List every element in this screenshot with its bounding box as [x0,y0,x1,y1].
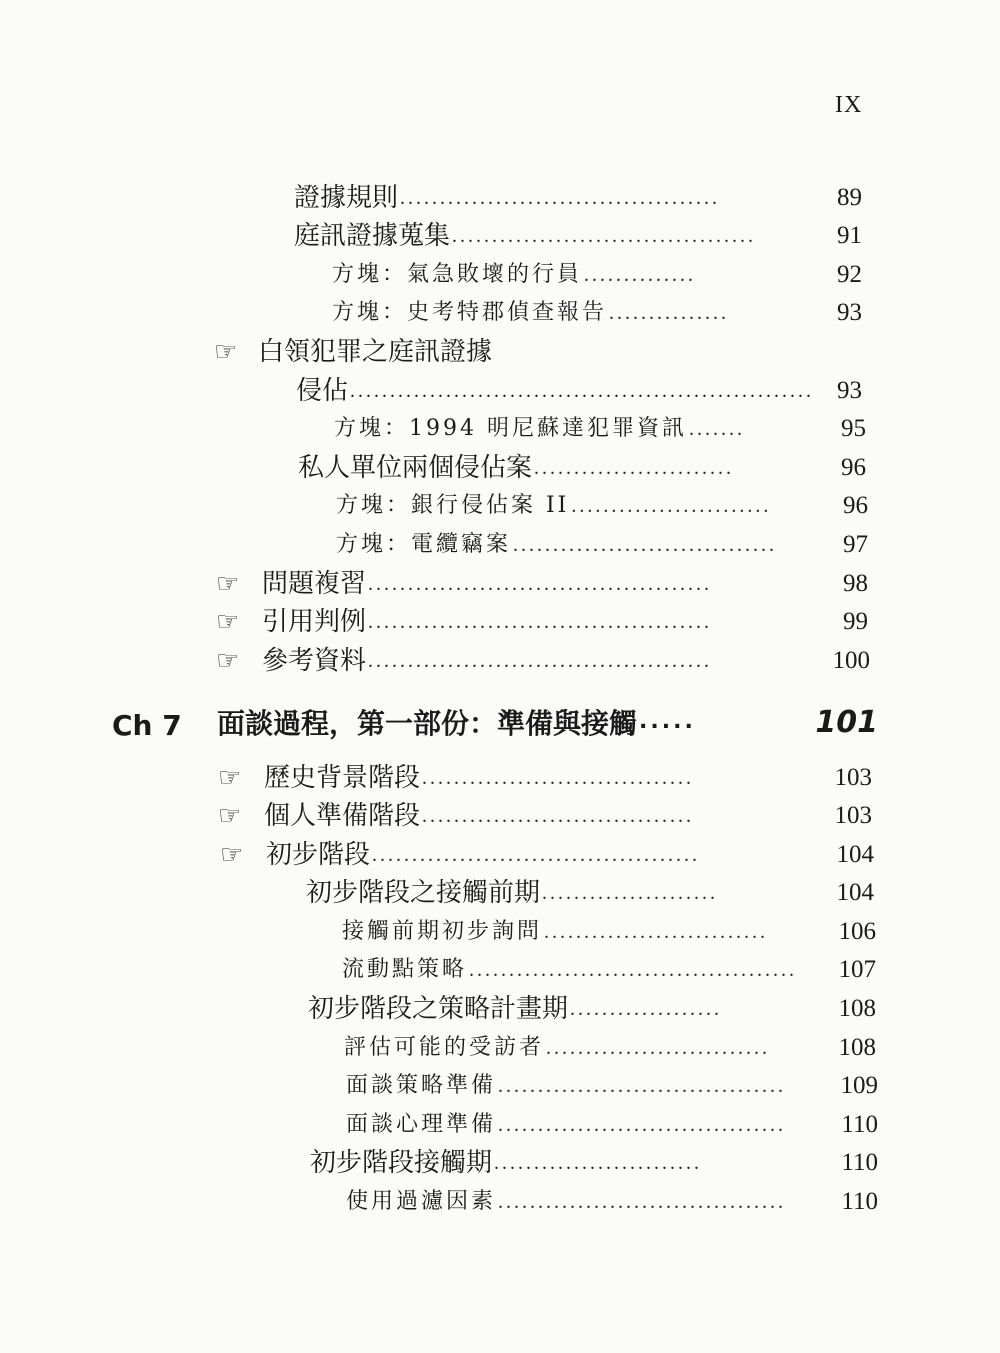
toc-entry [294,180,862,216]
dot-leader: .................................. [422,806,695,826]
pointing-hand-icon: ☞ [216,569,240,599]
toc-entry [336,488,868,524]
entry-title: 個人準備階段 [264,801,421,831]
chapter-heading [112,698,878,742]
entry-page: 93 [837,299,862,326]
entry-title: 引用判例 [262,607,367,637]
dot-leader: ......................................... [372,845,701,865]
entry-title: 初步階段之接觸前期 [306,878,541,908]
toc-entry [306,875,874,911]
dot-leader: ............................ [546,1038,771,1058]
entry-page: 100 [832,647,870,674]
dot-leader: .................................... [498,1192,787,1212]
toc-section-heading [258,334,862,370]
dot-leader: ................... [570,999,723,1019]
toc-entry [264,798,872,834]
entry-page: 91 [837,222,862,249]
entry-page: 106 [838,918,876,945]
toc-entry [346,1107,878,1143]
chapter-page: 101 [815,705,878,740]
dot-leader: .......................... [494,1153,703,1173]
entry-page: 96 [841,454,866,481]
entry-title: 面談心理準備 [346,1112,497,1137]
entry-page: 95 [841,415,866,442]
entry-page: 107 [838,956,876,983]
entry-title: 面談策略準備 [346,1073,497,1098]
toc-entry [310,1145,878,1181]
dot-leader: ....... [688,419,745,439]
entry-title: 私人單位兩個侵佔案 [298,453,533,483]
pointing-hand-icon: ☞ [216,646,240,676]
entry-page: 103 [834,802,872,829]
entry-title: 問題複習 [262,569,367,599]
entry-title: 歷史背景階段 [264,763,421,793]
dot-leader: .................................... [498,1115,787,1135]
dot-leader: ......................... [534,458,735,478]
entry-title: 證據規則 [294,183,399,213]
entry-title: 方塊：銀行侵佔案 II [336,493,570,518]
entry-page: 104 [836,841,874,868]
dot-leader: ............................ [544,922,769,942]
entry-page: 99 [843,608,868,635]
toc-entry [336,527,868,563]
entry-title: 使用過濾因素 [346,1189,497,1214]
pointing-hand-icon: ☞ [218,763,242,793]
toc-entry [262,566,868,602]
entry-page: 110 [841,1188,878,1215]
entry-page: 109 [840,1072,878,1099]
toc-entry [266,837,874,873]
entry-page: 108 [838,995,876,1022]
entry-page: 110 [841,1111,878,1138]
toc-entry [342,952,876,988]
dot-leader: ........................................... [368,651,713,671]
entry-title: 白領犯罪之庭訊證據 [258,337,493,367]
toc-entry [296,373,862,409]
dot-leader: .................................. [422,768,695,788]
toc-entry [342,914,876,950]
entry-page: 96 [843,492,868,519]
pointing-hand-icon: ☞ [216,607,240,637]
entry-title: 方塊：電纜竊案 [336,532,512,557]
entry-title: 參考資料 [262,646,367,676]
dot-leader: .............. [584,265,697,285]
dot-leader: ..... [639,709,696,734]
toc-entry [262,604,868,640]
dot-leader: ........................................... [368,612,713,632]
page-number: IX [835,92,863,118]
entry-title: 方塊：1994 明尼蘇達犯罪資訊 [334,416,687,441]
entry-title: 初步階段 [266,840,371,870]
toc-entry [262,643,870,679]
dot-leader: ............... [609,303,730,323]
toc-entry [298,450,866,486]
chapter-number: Ch 7 [112,709,182,742]
pointing-hand-icon: ☞ [218,801,242,831]
entry-page: 104 [836,879,874,906]
chapter-title: 面談過程，第一部份：準備與接觸 [217,707,638,740]
entry-title: 方塊：史考特郡偵查報告 [332,300,608,325]
dot-leader: .......................................................... [350,381,815,401]
entry-page: 97 [843,531,868,558]
toc-entry [334,411,866,447]
entry-page: 98 [843,570,868,597]
pointing-hand-icon: ☞ [220,840,244,870]
toc-entry [264,760,872,796]
dot-leader: .................................... [498,1076,787,1096]
entry-title: 初步階段接觸期 [310,1148,493,1178]
entry-page: 89 [837,184,862,211]
entry-page: 108 [838,1034,876,1061]
entry-title: 方塊：氣急敗壞的行員 [332,262,583,287]
dot-leader: ......................................... [469,960,798,980]
pointing-hand-icon: ☞ [214,337,238,367]
toc-entry [332,295,862,331]
dot-leader: ................................. [513,535,778,555]
entry-title: 評估可能的受訪者 [344,1035,545,1060]
entry-title: 初步階段之策略計畫期 [308,994,569,1024]
toc-entry [308,991,876,1027]
toc-entry [332,257,862,293]
entry-title: 侵佔 [296,376,349,406]
dot-leader: ......................... [571,496,772,516]
toc-entry [344,1030,876,1066]
entry-page: 92 [837,261,862,288]
toc-entry [346,1184,878,1220]
dot-leader: ...................................... [452,226,757,246]
dot-leader: ........................................... [368,574,713,594]
entry-title: 流動點策略 [342,957,468,982]
toc-entry [346,1068,878,1104]
dot-leader: ...................... [542,883,719,903]
entry-page: 93 [837,377,862,404]
entry-page: 103 [834,764,872,791]
entry-title: 庭訊證據蒐集 [294,221,451,251]
toc-entry [294,218,862,254]
dot-leader: ........................................ [400,188,721,208]
entry-page: 110 [841,1149,878,1176]
entry-title: 接觸前期初步詢問 [342,919,543,944]
